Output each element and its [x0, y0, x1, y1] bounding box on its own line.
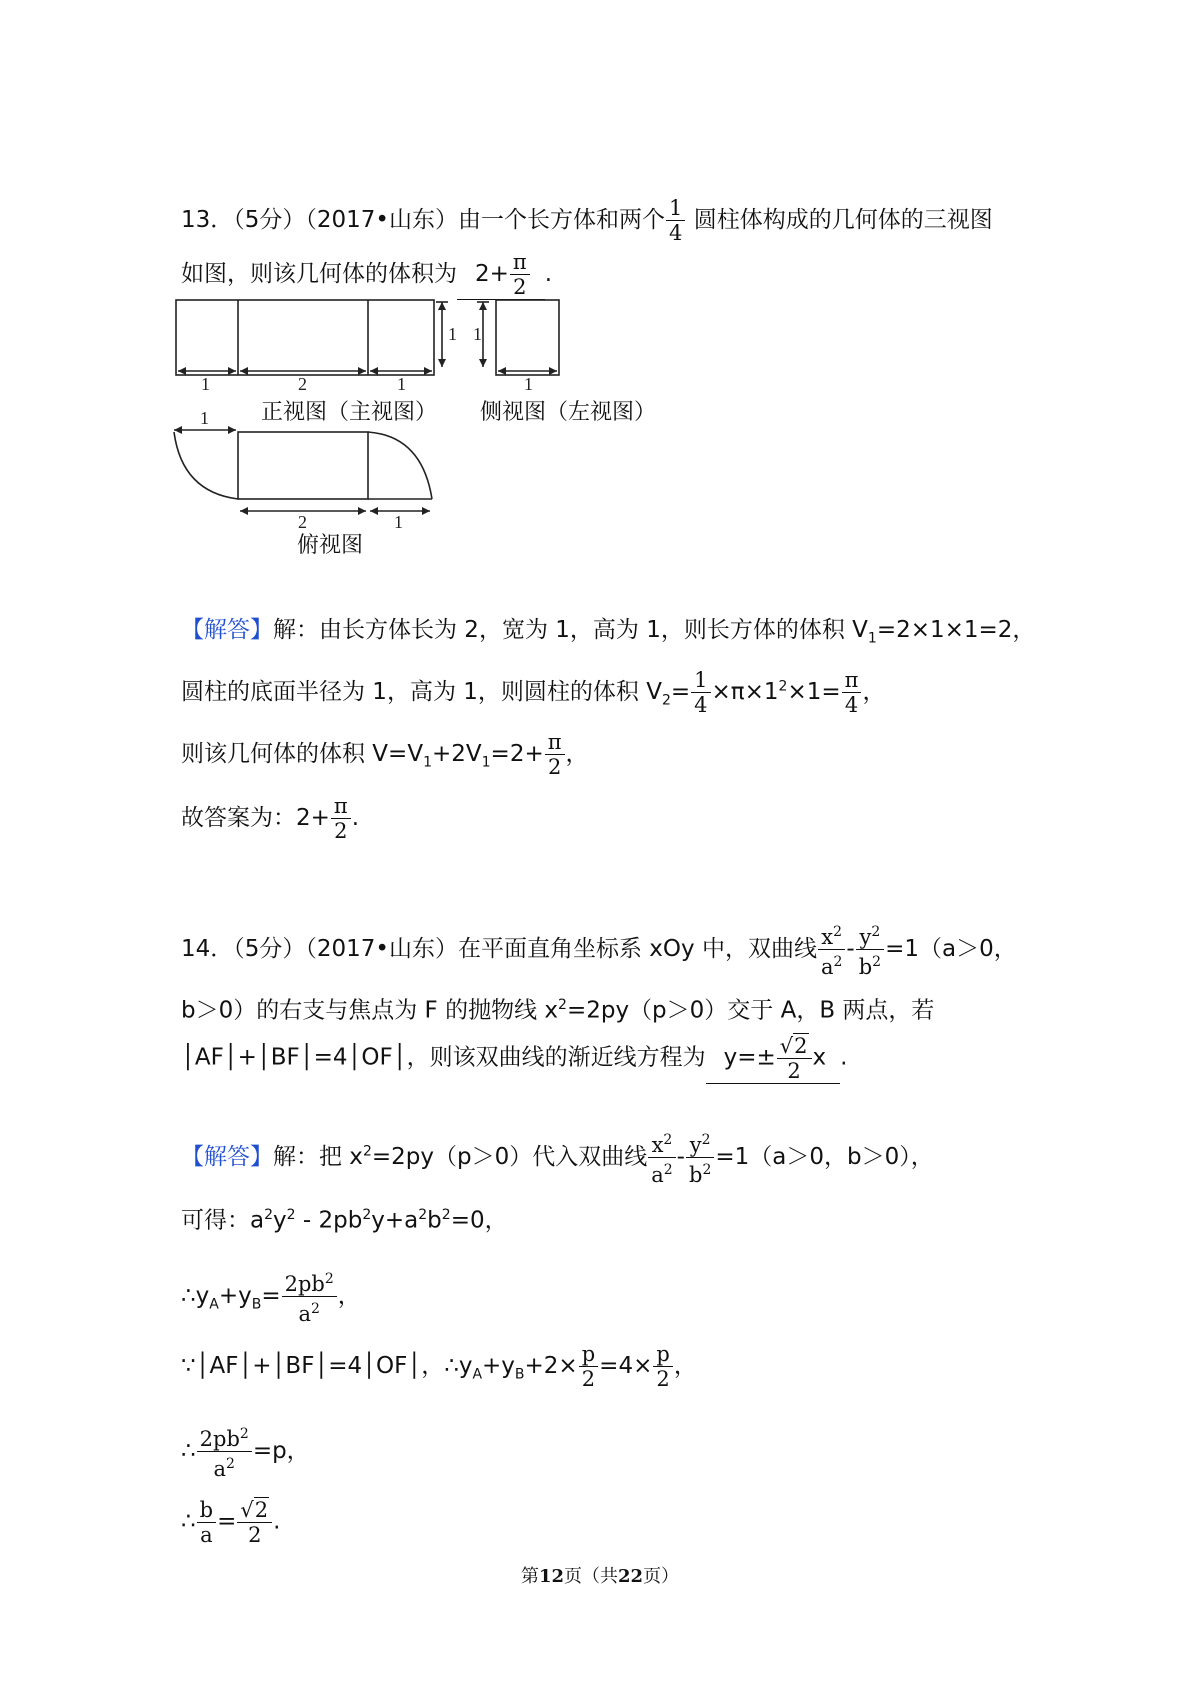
sol13-line-4: 故答案为：2+ $\frac{\pi}{2}$ .: [181, 794, 360, 843]
sol13-line-3: 则该几何体的体积 $V=V_1+2V_1=2+$ $\frac{\pi}{2}$ ，: [181, 730, 589, 779]
q13-fraction: $\frac{1}{4}$: [666, 196, 685, 245]
front-view-caption: 正视图（主视图）: [261, 400, 438, 425]
top-dim-label-2: 2: [298, 512, 307, 532]
page-number: 12: [538, 1566, 564, 1587]
top-dim-label-3: 1: [394, 512, 403, 532]
q13-prefix: 13．（5分）（2017•山东）由一个长方体和两个: [181, 207, 665, 233]
q14-line-3: │AF│+│BF│=4│OF│，则该双曲线的渐近线方程为 y=± $\frac{√2}{2}$ x .: [181, 1034, 848, 1083]
front-dim-label-3: 1: [397, 374, 406, 394]
q13-suffix: 圆柱体构成的几何体的三视图: [693, 207, 993, 233]
front-height-label: 1: [448, 324, 457, 344]
q14-line-1: 14．（5分）（2017•山东）在平面直角坐标系 xOy 中，双曲线 $\frac{x^2}{a^2}$ - $\frac{y^2}{b^2}$ =1（a＞0，: [181, 920, 1017, 979]
q13-line-2: 如图，则该几何体的体积为 2+ $\frac{\pi}{2}$ .: [181, 250, 553, 299]
q13-answer: 2+ $\frac{\pi}{2}$: [457, 250, 545, 300]
side-dim-label: 1: [524, 374, 533, 394]
sol14-line-4: ∵│AF│+│BF│=4│OF│，$\therefore y_A+y_B+2\times$ $\frac{p}{2}$ =4× $\frac{p}{2}$ ，: [181, 1342, 697, 1391]
top-view-quarter-arc-left: [174, 432, 238, 499]
solution-tag: 【解答】: [181, 1144, 273, 1170]
q14-answer: y=± $\frac{√2}{2}$ x: [706, 1033, 841, 1084]
top-dim-label-1: 1: [200, 408, 209, 428]
page-footer: 第12页（共22页）: [520, 1566, 680, 1587]
top-view-rect: [238, 432, 368, 499]
side-view-caption: 侧视图（左视图）: [480, 400, 657, 425]
sol14-line-5: ∴ $\frac{2pb^2}{a^2}$ =p，: [181, 1422, 310, 1481]
front-dim-label-1: 1: [201, 374, 210, 394]
sol14-line-6: ∴ $\frac{b}{a}$ = $\frac{√2}{2}$ .: [181, 1497, 281, 1547]
q14-line-2: b＞0）的右支与焦点为 F 的抛物线 $x^2=2py(p>0)$交于 A，B 两点，若: [181, 997, 935, 1024]
side-view-outline: [496, 300, 559, 375]
sol13-line-2: 圆柱的底面半径为 1，高为 1，则圆柱的体积 $V_2=$ $\frac{1}{4}$ $\times\pi\times 1^2\times 1=$ $\frac{\pi}{4}$ ，: [181, 668, 886, 717]
sol14-line-1: 【解答】解：把 $x^2=2py(p>0)$代入双曲线 $\frac{x^2}{a^2}$ - $\frac{y^2}{b^2}$ =1（a＞0，b＞0），: [181, 1128, 934, 1187]
top-view-quarter-arc-right: [368, 432, 432, 499]
sol13-line-1: 【解答】解：由长方体长为 2，宽为 1，高为 1，则长方体的体积 $V_1=2\times 1\times 1=2$，: [181, 617, 1036, 647]
front-dim-label-2: 2: [298, 374, 307, 394]
page-total: 22: [618, 1566, 644, 1587]
solution-tag: 【解答】: [181, 617, 273, 643]
top-view-caption: 俯视图: [297, 533, 364, 558]
sol14-line-2: 可得：$a^2y^2 - 2pb^2y+a^2b^2=0$，: [181, 1207, 508, 1234]
sol14-line-3: $\therefore y_A+y_B=$ $\frac{2pb^2}{a^2}$ ，: [181, 1267, 361, 1326]
side-height-label: 1: [473, 324, 482, 344]
q13-line-1: [181, 196, 993, 245]
front-view-outline: [176, 300, 434, 375]
three-view-figure: [170, 292, 630, 572]
